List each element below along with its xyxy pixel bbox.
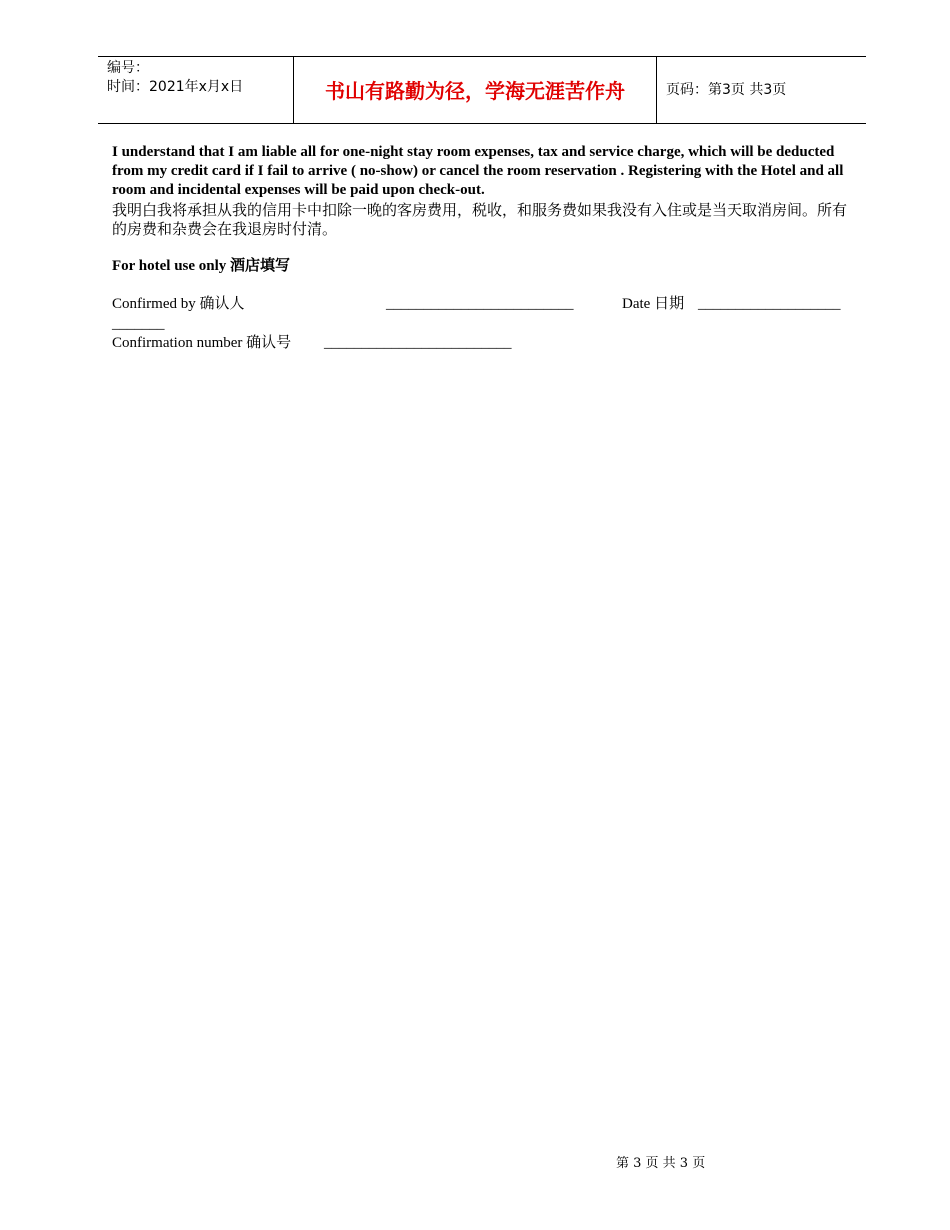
confirmation-number-label: Confirmation number 确认号	[112, 335, 292, 351]
header-right-cell	[657, 57, 866, 123]
header-middle-cell	[294, 57, 657, 123]
confirmed-by-label: Confirmed by 确认人	[112, 296, 245, 312]
page-footer: 第 3 页 共 3 页	[616, 1156, 706, 1171]
liability-paragraph-english: I understand that I am liable all for one-night stay room expenses, tax and service charge, which will be deducted from my credit card if I fail to arrive ( no-show) or cancel the room reservation . Registering with the Hotel and all room and incidental expenses will be paid upon check-out.	[112, 144, 844, 198]
confirmation-number-field[interactable]: _________________________	[324, 335, 512, 351]
document-code-label: 编号：	[107, 60, 149, 76]
hotel-use-heading: For hotel use only 酒店填写	[112, 258, 291, 274]
confirmed-by-field[interactable]: _________________________	[386, 296, 574, 312]
liability-paragraph-chinese: 我明白我将承担从我的信用卡中扣除一晚的客房费用，税收，和服务费如果我没有入住或是当天取消房间。所有的房费和杂费会在我退房时付清。	[112, 201, 848, 238]
date-field-continuation[interactable]: _______	[112, 316, 165, 332]
date-label: Date 日期	[622, 296, 685, 312]
header-left-cell	[98, 57, 294, 123]
header-motto: 书山有路勤为径，学海无涯苦作舟	[325, 79, 625, 103]
date-field[interactable]: ___________________	[698, 296, 841, 312]
document-header	[98, 56, 866, 124]
document-time-label: 时间：2021年x月x日	[107, 79, 244, 95]
header-page-code: 页码：第3页 共3页	[666, 82, 787, 98]
